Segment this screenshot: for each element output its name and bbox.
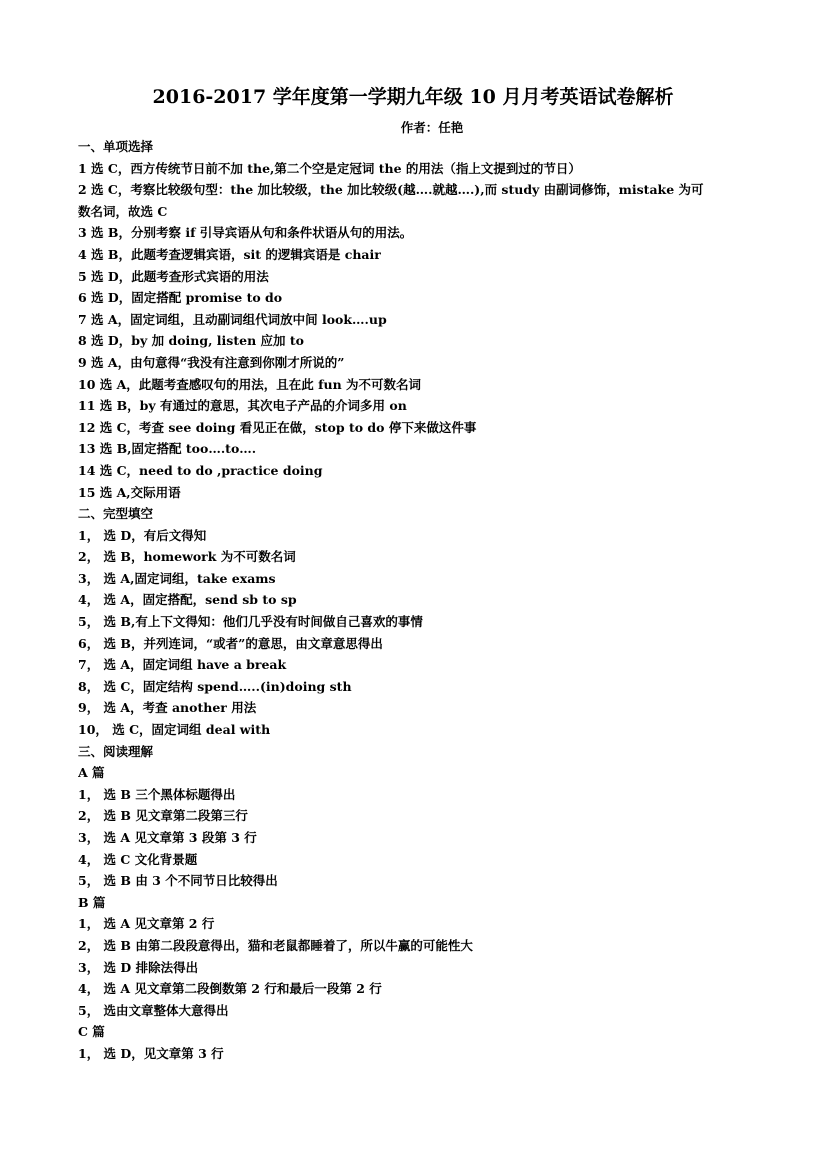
document-title: 2016-2017 学年度第一学期九年级 10 月月考英语试卷解析 xyxy=(152,86,674,108)
text-line: 6， 选 B，并列连词，“或者”的意思，由文章意思得出 xyxy=(78,635,383,651)
text-line: 3， 选 D 排除法得出 xyxy=(78,959,199,975)
text-line: 2， 选 B 见文章第二段第三行 xyxy=(78,808,248,824)
text-line: 2， 选 B 由第二段段意得出，猫和老鼠都睡着了，所以牛赢的可能性大 xyxy=(78,937,473,953)
text-line: 9， 选 A，考查 another 用法 xyxy=(78,700,257,716)
text-line: C 篇 xyxy=(78,1024,105,1040)
text-line: 9 选 A，由句意得“我没有注意到你刚才所说的” xyxy=(78,354,345,370)
text-line: 2 选 C，考察比较级句型：the 加比较级，the 加比较级(越….就越….),而 study 由副词修饰，mistake 为可 xyxy=(78,182,704,198)
text-line: 一、单项选择 xyxy=(78,139,154,154)
text-line: 1， 选 A 见文章第 2 行 xyxy=(78,916,215,932)
text-line: 3， 选 A,固定词组，take exams xyxy=(78,570,276,586)
text-line: 1， 选 B 三个黑体标题得出 xyxy=(78,786,236,802)
text-line: 5 选 D，此题考查形式宾语的用法 xyxy=(78,268,269,284)
text-line: 1， 选 D，见文章第 3 行 xyxy=(78,1045,224,1061)
text-line: 5， 选 B,有上下文得知：他们几乎没有时间做自己喜欢的事情 xyxy=(78,614,423,630)
text-line: 7 选 A，固定词组，且动副词组代词放中间 look….up xyxy=(78,311,387,327)
text-line: 8， 选 C，固定结构 spend…..(in)doing sth xyxy=(78,678,352,694)
text-line: 4 选 B，此题考查逻辑宾语，sit 的逻辑宾语是 chair xyxy=(78,246,381,262)
text-line: 5， 选 B 由 3 个不同节日比较得出 xyxy=(78,873,278,889)
text-line: 1， 选 D，有后文得知 xyxy=(78,527,207,543)
text-line: 7， 选 A，固定词组 have a break xyxy=(78,657,287,673)
text-line: 10， 选 C，固定词组 deal with xyxy=(78,722,271,738)
text-line: 三、阅读理解 xyxy=(78,743,154,759)
text-line: 11 选 B，by 有通过的意思，其次电子产品的介词多用 on xyxy=(78,398,407,414)
text-line: 1 选 C，西方传统节日前不加 the,第二个空是定冠词 the 的用法（指上文提到过的节日） xyxy=(78,160,581,176)
document-body xyxy=(78,136,754,1065)
text-line: 4， 选 A，固定搭配，send sb to sp xyxy=(78,592,297,608)
text-line: 4， 选 C 文化背景题 xyxy=(78,851,198,867)
text-line: 12 选 C，考查 see doing 看见正在做，stop to do 停下来做这件事 xyxy=(78,419,477,435)
text-line: 6 选 D，固定搭配 promise to do xyxy=(78,290,283,306)
text-line: 4， 选 A 见文章第二段倒数第 2 行和最后一段第 2 行 xyxy=(78,981,382,997)
text-line: 2， 选 B，homework 为不可数名词 xyxy=(78,549,296,565)
text-line: 3， 选 A 见文章第 3 段第 3 行 xyxy=(78,830,257,845)
text-line: 二、完型填空 xyxy=(78,506,154,522)
text-line: 15 选 A,交际用语 xyxy=(78,484,181,500)
text-line: A 篇 xyxy=(78,765,105,781)
text-line: 8 选 D，by 加 doing, listen 应加 to xyxy=(78,333,304,349)
document-author: 作者：任艳 xyxy=(400,120,464,135)
text-line: 数名词，故选 C xyxy=(78,203,168,219)
text-line: 3 选 B，分别考察 if 引导宾语从句和条件状语从句的用法。 xyxy=(78,225,413,241)
text-line: 13 选 B,固定搭配 too….to…. xyxy=(78,441,257,457)
text-line: B 篇 xyxy=(78,894,106,910)
text-line: 14 选 C，need to do ,practice doing xyxy=(78,462,323,478)
text-line: 10 选 A，此题考查感叹句的用法，且在此 fun 为不可数名词 xyxy=(78,376,422,392)
text-line: 5， 选由文章整体大意得出 xyxy=(78,1002,229,1018)
